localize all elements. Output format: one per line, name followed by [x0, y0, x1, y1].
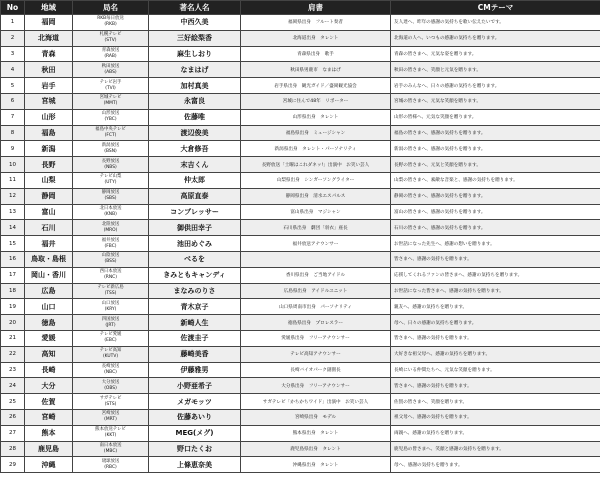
table-row — [1, 125, 600, 141]
station-cell — [73, 378, 149, 394]
affiliation-cell: 宮城に住んで48年 リポーター — [241, 93, 391, 109]
table-row — [1, 15, 600, 31]
cm-theme-cell: 宮城の皆さまへ、元気な笑顔を贈ります。 — [391, 93, 600, 109]
station-cell — [73, 425, 149, 441]
station-code: (KRY) — [104, 306, 117, 312]
cm-theme-cell: 皆さまへ、感謝の気持ちを贈ります。 — [391, 378, 600, 394]
table-row — [1, 46, 600, 62]
station-code: (FCT) — [104, 132, 117, 138]
station-name: サガテレビ — [99, 395, 122, 401]
header-affiliation: 肩書 — [241, 1, 391, 15]
table-row — [1, 346, 600, 362]
celebrity-name: まなみのりさ — [149, 283, 241, 299]
celebrity-name: MEG(メグ) — [149, 425, 241, 441]
station-cell — [73, 394, 149, 410]
cm-theme-cell: 石川の皆さまへ、感謝の気持ちを贈ります。 — [391, 220, 600, 236]
cm-theme-cell: 親友へ、感謝の気持ちを贈ります。 — [391, 299, 600, 315]
celebrity-name: 高原直泰 — [149, 188, 241, 204]
cm-theme-cell: 長崎にいる仲間たちへ、元気な笑顔を贈ります。 — [391, 362, 600, 378]
station-code: (NBS) — [104, 164, 117, 170]
row-number: 15 — [1, 236, 25, 252]
table-row — [1, 109, 600, 125]
affiliation-cell: サガテレビ「かちかちワイド」出演中 お笑い芸人 — [241, 394, 391, 410]
cm-theme-cell: お世話になった先生へ、感謝の想いを贈ります。 — [391, 236, 600, 252]
station-cell — [73, 346, 149, 362]
cm-theme-cell: 富山の皆さまへ、感謝の気持ちを贈ります。 — [391, 204, 600, 220]
station-code: (KUTV) — [102, 354, 119, 360]
station-code: (RKB) — [104, 22, 117, 28]
region-cell: 広島 — [25, 283, 73, 299]
row-number: 22 — [1, 346, 25, 362]
row-number: 4 — [1, 62, 25, 78]
affiliation-cell: テレビ高知アナウンサー — [241, 346, 391, 362]
table-row — [1, 30, 600, 46]
celebrity-name: コンプレッサー — [149, 204, 241, 220]
celebrity-name: 永富良 — [149, 93, 241, 109]
station-name: 琉球放送 — [101, 458, 120, 464]
celebrity-name: べるを — [149, 251, 241, 267]
station-code: (OBS) — [104, 385, 117, 391]
cm-theme-cell: 新潟の皆さまへ、感謝の気持ちを贈ります。 — [391, 141, 600, 157]
cm-theme-cell: 福島の皆さまへ、感謝の気持ちを贈ります。 — [391, 125, 600, 141]
cm-theme-cell: 佐賀の皆さまへ、笑顔を贈ります。 — [391, 394, 600, 410]
celebrity-name: 中西久美 — [149, 15, 241, 31]
celebrity-name: 大倉修吾 — [149, 141, 241, 157]
region-cell: 山口 — [25, 299, 73, 315]
row-number: 8 — [1, 125, 25, 141]
region-cell: 宮崎 — [25, 409, 73, 425]
row-number: 12 — [1, 188, 25, 204]
row-number: 24 — [1, 378, 25, 394]
station-name: 四国放送 — [101, 316, 120, 322]
affiliation-cell: 山形県出身 タレント — [241, 109, 391, 125]
row-number: 5 — [1, 78, 25, 94]
region-cell: 新潟 — [25, 141, 73, 157]
region-cell: 岩手 — [25, 78, 73, 94]
station-name: 山形放送 — [101, 111, 120, 117]
station-code: (MRO) — [103, 227, 118, 233]
table-row — [1, 267, 600, 283]
station-cell — [73, 267, 149, 283]
affiliation-cell: 青森県出身 歌手 — [241, 46, 391, 62]
cm-theme-cell: 秋田の皆さまへ、笑顔と元気を贈ります。 — [391, 62, 600, 78]
affiliation-cell: 沖縄県出身 タレント — [241, 457, 391, 473]
celebrity-name: 仲太郎 — [149, 172, 241, 188]
region-cell: 徳島 — [25, 315, 73, 331]
station-code: (FBC) — [104, 243, 117, 249]
celebrity-name: 佐藤あいり — [149, 409, 241, 425]
celebrity-name: 野口たくお — [149, 441, 241, 457]
row-number: 1 — [1, 15, 25, 31]
station-name: 青森放送 — [101, 47, 120, 53]
station-name: 西日本放送 — [99, 269, 122, 275]
table-row — [1, 62, 600, 78]
table-row — [1, 157, 600, 173]
station-cell — [73, 109, 149, 125]
region-cell: 沖縄 — [25, 457, 73, 473]
affiliation-cell: 石川県出身 劇団「羽衣」座長 — [241, 220, 391, 236]
celebrity-name: 麻生しおり — [149, 46, 241, 62]
station-cell — [73, 188, 149, 204]
station-code: (BSN) — [104, 148, 117, 154]
station-code: (YBC) — [104, 117, 117, 123]
station-code: (STV) — [104, 38, 117, 44]
station-code: (TVI) — [105, 85, 116, 91]
station-name: 長野放送 — [101, 158, 120, 164]
table-row — [1, 188, 600, 204]
table-row — [1, 283, 600, 299]
row-number: 18 — [1, 283, 25, 299]
affiliation-cell: 熊本県出身 タレント — [241, 425, 391, 441]
station-cell — [73, 315, 149, 331]
station-cell — [73, 30, 149, 46]
station-code: (BSS) — [104, 259, 117, 265]
affiliation-cell: 福島県出身 ミュージシャン — [241, 125, 391, 141]
affiliation-cell: 岩手県出身 観光ガイド／盛岡観光協会 — [241, 78, 391, 94]
row-number: 9 — [1, 141, 25, 157]
station-code: (JRT) — [105, 322, 116, 328]
station-code: (RAB) — [104, 53, 117, 59]
header-no: No — [1, 1, 25, 15]
region-cell: 富山 — [25, 204, 73, 220]
station-name: 福井放送 — [101, 237, 120, 243]
station-code: (MBC) — [103, 448, 118, 454]
station-cell — [73, 78, 149, 94]
table-row — [1, 204, 600, 220]
cm-theme-cell: 青森の皆さまへ、元気な姿を贈ります。 — [391, 46, 600, 62]
cm-theme-cell: 母へ、日々の感謝の気持ちを贈ります。 — [391, 315, 600, 331]
station-name: テレビ新広島 — [97, 284, 124, 290]
station-cell — [73, 251, 149, 267]
celebrity-name: 佐渡圭子 — [149, 330, 241, 346]
station-name: 静岡放送 — [101, 190, 120, 196]
row-number: 10 — [1, 157, 25, 173]
station-name: 札幌テレビ — [99, 32, 122, 38]
station-name: RKB毎日放送 — [97, 16, 124, 22]
header-theme: CMテーマ — [391, 1, 600, 15]
region-cell: 福島 — [25, 125, 73, 141]
station-cell — [73, 457, 149, 473]
region-cell: 秋田 — [25, 62, 73, 78]
station-code: (KKT) — [104, 433, 117, 439]
region-cell: 高知 — [25, 346, 73, 362]
station-name: 新潟放送 — [101, 142, 120, 148]
station-cell — [73, 409, 149, 425]
station-code: (UTY) — [104, 180, 117, 186]
cm-theme-cell: 祖父母へ、感謝の気持ちを贈ります。 — [391, 409, 600, 425]
region-cell: 長野 — [25, 157, 73, 173]
station-code: (TSS) — [104, 290, 117, 296]
station-name: テレビ山梨 — [99, 174, 122, 180]
station-name: テレビ岩手 — [99, 79, 122, 85]
row-number: 21 — [1, 330, 25, 346]
celebrity-name: 加村真美 — [149, 78, 241, 94]
cm-theme-cell: 皆さまへ、感謝の気持ちを贈ります。 — [391, 251, 600, 267]
region-cell: 熊本 — [25, 425, 73, 441]
affiliation-cell: 秋田県男鹿市 なまはげ — [241, 62, 391, 78]
row-number: 26 — [1, 409, 25, 425]
header-station: 局名 — [73, 1, 149, 15]
region-cell: 鹿児島 — [25, 441, 73, 457]
celebrity-name: 新崎人生 — [149, 315, 241, 331]
row-number: 2 — [1, 30, 25, 46]
celebrity-name: 池田めぐみ — [149, 236, 241, 252]
cm-theme-cell: 皆さまへ、感謝の気持ちを贈ります。 — [391, 330, 600, 346]
table-row — [1, 141, 600, 157]
table-row — [1, 299, 600, 315]
table-row — [1, 362, 600, 378]
region-cell: 福井 — [25, 236, 73, 252]
table-row — [1, 441, 600, 457]
affiliation-cell: 大分県出身 フリーアナウンサー — [241, 378, 391, 394]
celebrity-name: 青木京子 — [149, 299, 241, 315]
affiliation-cell: 静岡県出身 清水エスパルス — [241, 188, 391, 204]
affiliation-cell: 広島県出身 アイドルユニット — [241, 283, 391, 299]
cm-theme-cell: 山梨の皆さまへ、素敵な音楽と、感謝の気持ちを贈ります。 — [391, 172, 600, 188]
table-row — [1, 394, 600, 410]
station-code: (MMT) — [103, 101, 118, 107]
station-cell — [73, 157, 149, 173]
station-cell — [73, 204, 149, 220]
cm-theme-cell: 鹿児島の皆さまへ、笑顔と感謝の気持ちを贈ります。 — [391, 441, 600, 457]
region-cell: 静岡 — [25, 188, 73, 204]
station-code: (RBC) — [104, 464, 117, 470]
station-cell — [73, 172, 149, 188]
celebrity-name: 三好絵梨香 — [149, 30, 241, 46]
cm-theme-cell: 両親へ、感謝の気持ちを贈ります。 — [391, 425, 600, 441]
station-name: 山陰放送 — [101, 253, 120, 259]
station-name: 熊本放送テレビ — [95, 427, 126, 433]
header-name: 著名人名 — [149, 1, 241, 15]
station-name: 福島中央テレビ — [95, 126, 126, 132]
station-cell — [73, 93, 149, 109]
station-cell — [73, 283, 149, 299]
station-name: 長崎放送 — [101, 363, 120, 369]
celebrity-name: 渡辺俊美 — [149, 125, 241, 141]
row-number: 13 — [1, 204, 25, 220]
station-cell — [73, 15, 149, 31]
station-code: (ABS) — [104, 69, 117, 75]
celebrity-name: 伊藤雅男 — [149, 362, 241, 378]
celebrity-name: なまはげ — [149, 62, 241, 78]
region-cell: 北海道 — [25, 30, 73, 46]
station-name: 南日本放送 — [99, 442, 122, 448]
row-number: 23 — [1, 362, 25, 378]
row-number: 17 — [1, 267, 25, 283]
region-cell: 岡山・香川 — [25, 267, 73, 283]
region-cell: 石川 — [25, 220, 73, 236]
affiliation-cell: 宮崎県出身 モデル — [241, 409, 391, 425]
station-name: 秋田放送 — [101, 63, 120, 69]
table-row — [1, 457, 600, 473]
row-number: 14 — [1, 220, 25, 236]
affiliation-cell: 長野放送「土曜はこれダネッ!」出演中 お笑い芸人 — [241, 157, 391, 173]
cm-theme-cell: 大好きな祖父母へ、感謝の気持ちを贈ります。 — [391, 346, 600, 362]
table-row — [1, 236, 600, 252]
celebrity-name: 末吉くん — [149, 157, 241, 173]
region-cell: 長崎 — [25, 362, 73, 378]
celebrity-name: 御供田幸子 — [149, 220, 241, 236]
region-cell: 鳥取・島根 — [25, 251, 73, 267]
station-name: 山口放送 — [101, 300, 120, 306]
cm-theme-cell: お世話になった皆さまへ、感謝の気持ちを贈ります。 — [391, 283, 600, 299]
station-name: 宮崎放送 — [101, 411, 120, 417]
celebrity-name: 上條恵奈美 — [149, 457, 241, 473]
region-cell: 福岡 — [25, 15, 73, 31]
affiliation-cell: 北海道出身 タレント — [241, 30, 391, 46]
celebrity-name: 小野亜希子 — [149, 378, 241, 394]
row-number: 7 — [1, 109, 25, 125]
station-code: (MRT) — [104, 417, 117, 423]
affiliation-cell: 鹿児島県出身 タレント — [241, 441, 391, 457]
region-cell: 山梨 — [25, 172, 73, 188]
row-number: 6 — [1, 93, 25, 109]
row-number: 3 — [1, 46, 25, 62]
affiliation-cell: 愛媛県出身 フリーアナウンサー — [241, 330, 391, 346]
affiliation-cell: 山口県周南市出身 パーソナリティ — [241, 299, 391, 315]
table-row — [1, 378, 600, 394]
table-row — [1, 78, 600, 94]
row-number: 28 — [1, 441, 25, 457]
cm-theme-cell: 友人達へ、昨年の感謝の気持ちを歌い伝えたいです。 — [391, 15, 600, 31]
station-code: (KNB) — [104, 211, 117, 217]
table-row — [1, 425, 600, 441]
station-code: (SBS) — [104, 196, 117, 202]
station-code: (EBC) — [104, 338, 117, 344]
table-row — [1, 93, 600, 109]
row-number: 11 — [1, 172, 25, 188]
affiliation-cell: 徳島県出身 プロレスラー — [241, 315, 391, 331]
header-row — [1, 1, 600, 15]
region-cell: 山形 — [25, 109, 73, 125]
celebrity-name: メガモッツ — [149, 394, 241, 410]
celebrity-name: きみともキャンディ — [149, 267, 241, 283]
table-row — [1, 315, 600, 331]
affiliation-cell: 福岡県出身 フルート奏者 — [241, 15, 391, 31]
celebrity-name: 藤崎美香 — [149, 346, 241, 362]
affiliation-cell: 香川県出身 ご当地アイドル — [241, 267, 391, 283]
station-name: 大分放送 — [101, 379, 120, 385]
table-row — [1, 172, 600, 188]
station-cell — [73, 299, 149, 315]
station-cell — [73, 236, 149, 252]
region-cell: 大分 — [25, 378, 73, 394]
station-cell — [73, 220, 149, 236]
station-name: 宮城テレビ — [99, 95, 122, 101]
row-number: 19 — [1, 299, 25, 315]
cm-theme-cell: 岩手のみんなへ、日々の感謝の気持ちを贈ります。 — [391, 78, 600, 94]
station-code: (RNC) — [104, 275, 117, 281]
affiliation-cell: 新潟県出身 タレント・パーソナリティ — [241, 141, 391, 157]
cm-theme-cell: 長野の皆さまへ、元気と笑顔を贈ります。 — [391, 157, 600, 173]
affiliation-cell: 福井放送アナウンサー — [241, 236, 391, 252]
celebrity-name: 佐藤唯 — [149, 109, 241, 125]
station-cell — [73, 141, 149, 157]
row-number: 29 — [1, 457, 25, 473]
cm-theme-cell: 山形の皆様へ、元気な笑顔を贈ります。 — [391, 109, 600, 125]
station-cell — [73, 362, 149, 378]
region-cell: 愛媛 — [25, 330, 73, 346]
affiliation-cell: 富山県出身 マジシャン — [241, 204, 391, 220]
station-cell — [73, 46, 149, 62]
station-name: 北日本放送 — [99, 205, 122, 211]
affiliation-cell: 長崎バイオパーク副園長 — [241, 362, 391, 378]
row-number: 27 — [1, 425, 25, 441]
station-name: 北陸放送 — [101, 221, 120, 227]
cm-theme-cell: 静岡の皆さまへ、感謝の気持ちを贈ります。 — [391, 188, 600, 204]
table-row — [1, 409, 600, 425]
region-cell: 宮城 — [25, 93, 73, 109]
affiliation-cell — [241, 251, 391, 267]
table-row — [1, 330, 600, 346]
station-name: テレビ高知 — [99, 348, 122, 354]
station-code: (STS) — [104, 401, 117, 407]
station-cell — [73, 125, 149, 141]
table-body — [1, 15, 600, 473]
row-number: 16 — [1, 251, 25, 267]
region-cell: 青森 — [25, 46, 73, 62]
station-cell — [73, 441, 149, 457]
cm-theme-cell: 母へ、感謝の気持ちを贈ります。 — [391, 457, 600, 473]
region-cell: 佐賀 — [25, 394, 73, 410]
station-code: (NBC) — [104, 369, 117, 375]
row-number: 20 — [1, 315, 25, 331]
station-cell — [73, 62, 149, 78]
table-row — [1, 251, 600, 267]
station-cell — [73, 330, 149, 346]
cm-theme-cell: 応援してくれるファンの皆さまへ、感謝の気持ちを贈ります。 — [391, 267, 600, 283]
row-number: 25 — [1, 394, 25, 410]
header-region: 地域 — [25, 1, 73, 15]
affiliation-cell: 山梨県出身 シンガーソングライター — [241, 172, 391, 188]
cm-theme-cell: 北海道の人へ、いつもの感謝の気持ちを贈ります。 — [391, 30, 600, 46]
table-row — [1, 220, 600, 236]
station-name: テレビ愛媛 — [99, 332, 122, 338]
